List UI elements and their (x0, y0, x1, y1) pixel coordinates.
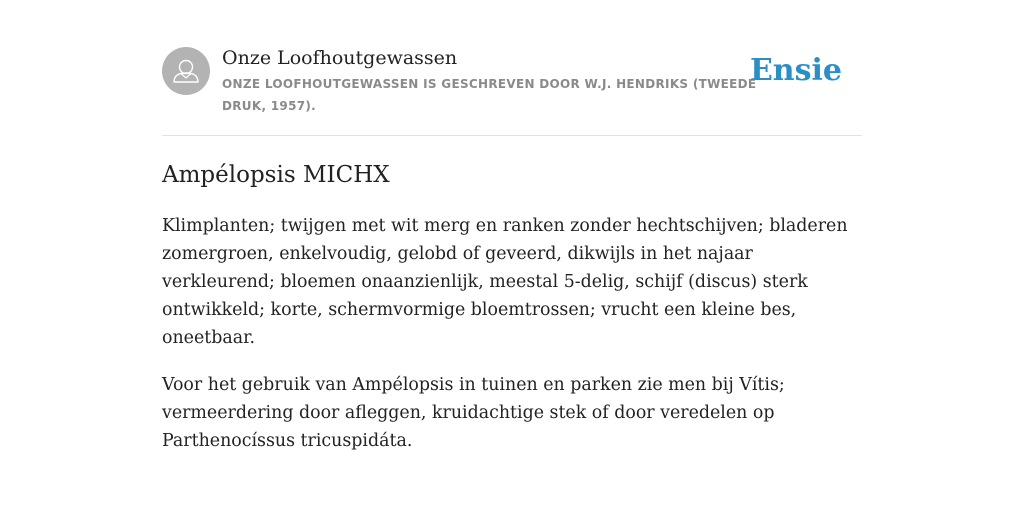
divider (162, 135, 862, 136)
article-title: Ampélopsis MICHX (162, 162, 390, 188)
article-paragraph: Voor het gebruik van Ampélopsis in tuinen en parken zie men bij Vítis; vermeerdering door afleggen, kruidachtige stek of door veredelen op Parthenocíssus tricuspidáta. (162, 375, 785, 451)
article-paragraph: Klimplanten; twijgen met wit merg en ranken zonder hechtschijven; bladeren zomergroen, enkelvoudig, gelobd of geveerd, dikwijls in het najaar verkleurend; bloemen onaanzienlijk, meestal 5-delig, schijf (discus) sterk ontwikkeld; korte, schermvormige bloemtrossen; vrucht een kleine bes, oneetbaar. (162, 216, 848, 348)
article (162, 158, 862, 455)
source-description: ONZE LOOFHOUTGEWASSEN IS GESCHREVEN DOOR W.J. HENDRIKS (TWEEDE DRUK, 1957). (222, 77, 757, 113)
user-icon (162, 47, 210, 95)
source-header (162, 47, 862, 117)
avatar (162, 47, 210, 95)
ensie-logo-link[interactable]: Ensie (749, 53, 842, 88)
source-title[interactable]: Onze Loofhoutgewassen (222, 47, 458, 69)
